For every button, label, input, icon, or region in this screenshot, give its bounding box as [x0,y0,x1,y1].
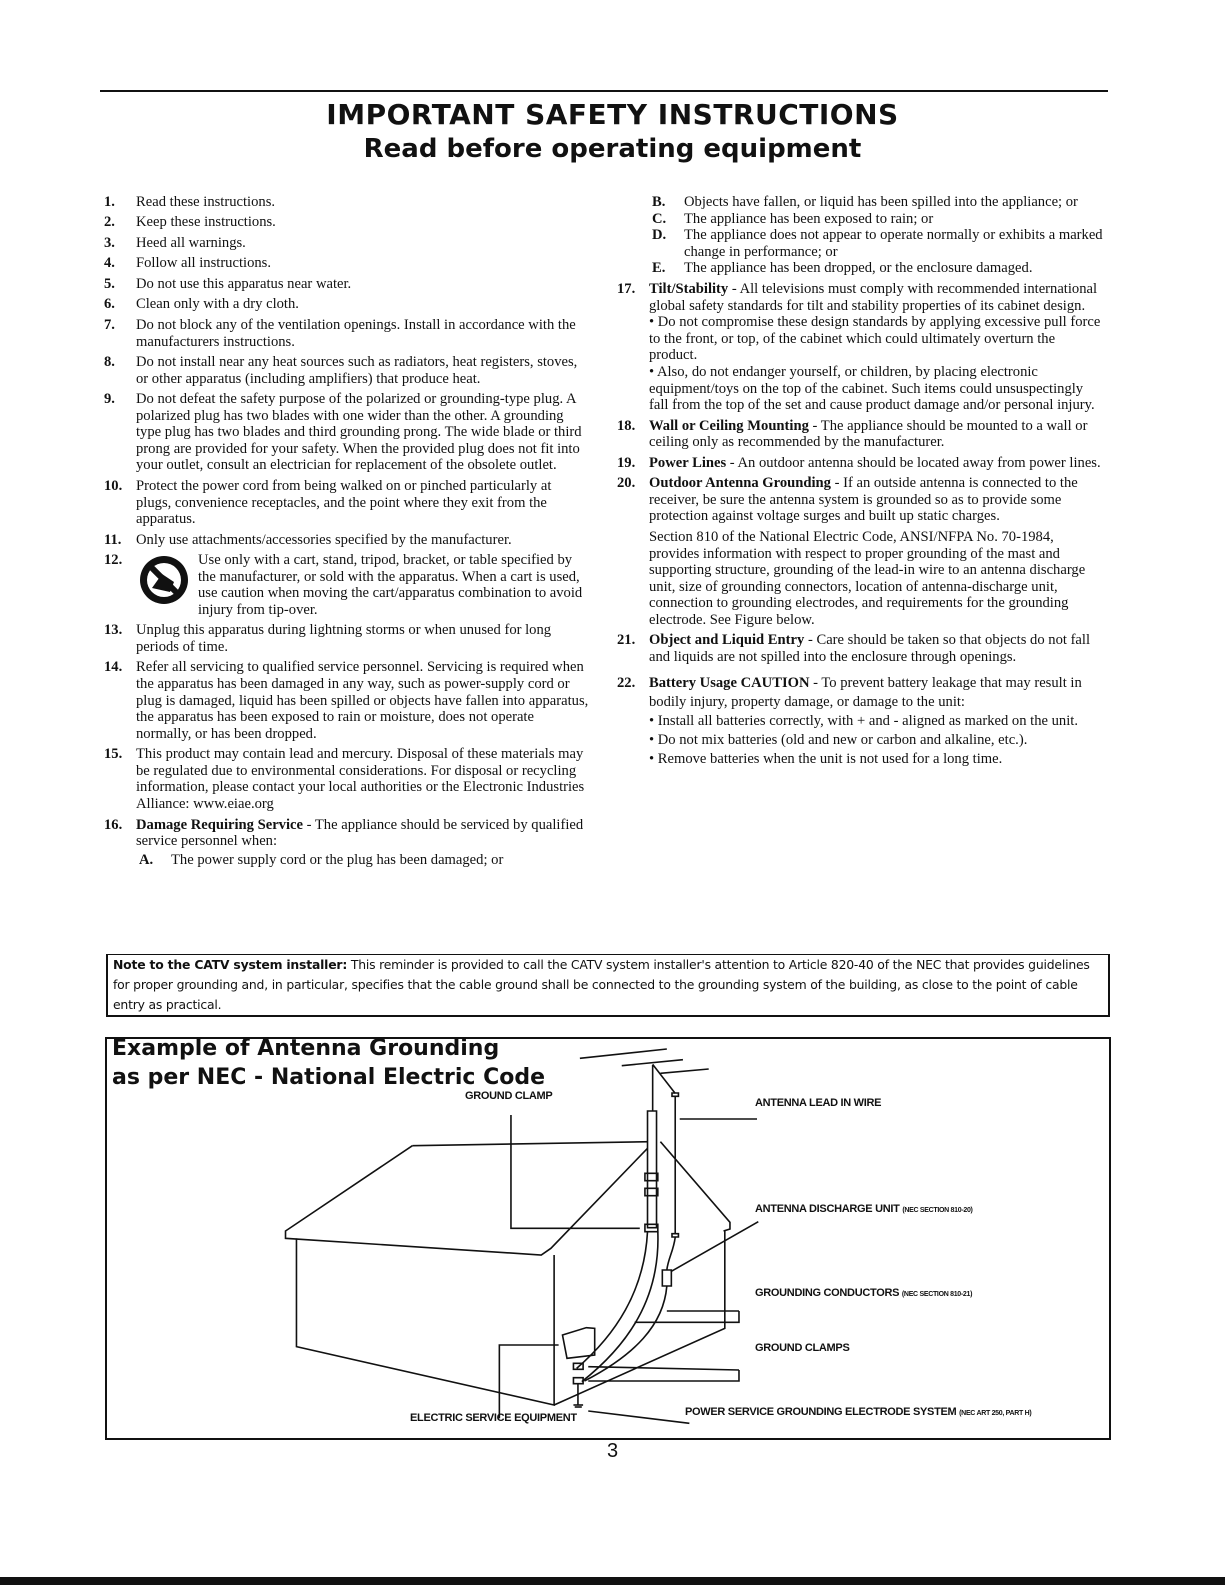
label-ground-clamp: GROUND CLAMP [465,1090,553,1102]
no-cart-tipover-icon [136,552,192,613]
house-drawing [286,1142,730,1405]
item-1: 1. Read these instructions. [104,194,276,210]
item-5: 5. Do not use this apparatus near water. [104,275,352,292]
sub-item-b: B. Objects have fallen, or liquid has been spilled into the appliance; or [652,194,1078,210]
item-8: 8. Do not install near any heat sources such as radiators, heat registers, stoves, or other apparatus (including amplifiers) that produce heat. [104,353,578,387]
item-7: 7. Do not block any of the ventilation openings. Install in accordance with the manufacturers instructions. [104,316,576,350]
label-grounding-electrode-system: POWER SERVICE GROUNDING ELECTRODE SYSTEM (NEC ART 250, PART H) [685,1406,1032,1418]
sub-item-d: D. The appliance does not appear to operate normally or exhibits a marked change in performance; or [652,227,1103,260]
item-19: 19. Power Lines - An outdoor antenna should be located away from power lines. [617,454,1101,471]
label-grounding-conductors: GROUNDING CONDUCTORS (NEC SECTION 810-21) [755,1287,973,1299]
scan-edge [0,1577,1225,1585]
label-antenna-lead-in-wire: ANTENNA LEAD IN WIRE [755,1097,882,1109]
item-13: 13. Unplug this apparatus during lightning storms or when unused for long periods of time. [104,622,552,655]
item-11: 11. Only use attachments/accessories specified by the manufacturer. [104,531,512,548]
item-9: 9. Do not defeat the safety purpose of the polarized or grounding-type plug. A polarized plug has two blades with one wider than the other. A grounding type plug has two blades and third grounding prong. The wide blade or third prong are provided for your safety. When the provided plug does not fit into your outlet, consult an electrician for replacement of the obsolete outlet. [104,391,582,474]
antenna-mast [577,1049,709,1382]
page-number: 3 [606,1440,619,1462]
item-22: 22. Battery Usage CAUTION - To prevent battery leakage that may result in bodily injury, property damage, or damage to the unit: • Install all batteries correctly, with + and - aligned as marked on the unit. • Do not mix batteries (old and new or carbon and alkaline, etc.). • Remove batteries when the unit is not used for a long time. [617,674,1082,767]
top-rule [100,90,1108,92]
sub-item-e: E. The appliance has been dropped, or the enclosure damaged. [652,260,1033,277]
sub-item-a: A. The power supply cord or the plug has been damaged; or [139,851,504,868]
item-16: 16. Damage Requiring Service - The appliance should be serviced by qualified service personnel when: [104,816,584,850]
item-21: 21. Object and Liquid Entry - Care should be taken so that objects do not fall and liquids are not spilled into the enclosure through openings. [617,632,1091,665]
catv-note: Note to the CATV system installer: This reminder is provided to call the CATV system installer's attention to Article 820-40 of the NEC that provides guidelines for proper grounding and, in particular, specifies that the cable ground shall be connected to the grounding system of the building, as close to the point of cable entry as practical. [106,954,1110,1017]
item-4: 4. Follow all instructions. [104,255,271,272]
antenna-grounding-diagram [100,1025,1110,1445]
item-10: 10. Protect the power cord from being walked on or pinched particularly at plugs, convenience receptacles, and the point where they exit from the apparatus. [104,477,552,528]
item-3: 3. Heed all warnings. [104,234,246,251]
item-2: 2. Keep these instructions. [104,214,276,231]
label-ground-clamps: GROUND CLAMPS [755,1342,850,1354]
lead-in-wire [584,1093,678,1381]
item-20: 20. Outdoor Antenna Grounding - If an outside antenna is connected to the receiver, be sure the antenna system is grounded so as to provide some protection against voltage surges and built up static charges. Section 810 of the National Electric Code, ANSI/NFPA No. 70-1984, provides information with respect to proper grounding of the mast and supporting structure, grounding of the lead-in wire to an antenna discharge unit, size of grounding connectors, location of antenna-discharge unit, connection to grounding electrodes, and requirements for the grounding electrode. See Figure below. [617,475,1086,628]
page-subtitle: Read before operating equipment [363,134,862,164]
item-6: 6. Clean only with a dry cloth. [104,296,299,313]
callout-lines [499,1115,758,1423]
item-15: 15. This product may contain lead and mercury. Disposal of these materials may be regulated due to environmental considerations. For disposal or recycling information, please contact your local authorities or the Electronic Industries Alliance: www.eiae.org [104,746,585,813]
left-column [104,194,590,868]
item-17: 17. Tilt/Stability - All televisions must comply with recommended international global safety standards for tilt and stability properties of its cabinet design. • Do not compromise these design standards by applying excessive pull force to the front, or top, of the cabinet which could ultimately overturn the product. • Also, do not endanger yourself, or children, by placing electronic equipment/toys on the top of the cabinet. Such items could unsuspectingly fall from the top of the set and cause product damage and/or personal injury. [617,280,1101,414]
item-12: 12. Use only with a cart, stand, tripod, bracket, or table specified by the manufacturer, or sold with the apparatus. When a cart is used, use caution when moving the cart/apparatus combination to avoid injury from tip-over. [104,552,583,618]
item-14: 14. Refer all servicing to qualified service personnel. Servicing is required when the apparatus has been damaged in any way, such as power-supply cord or plug is damaged, liquid has been spilled or objects have fallen into apparatus, the apparatus has been exposed to rain or moisture, does not operate normally, or has been dropped. [104,659,589,742]
label-electric-service-equipment: ELECTRIC SERVICE EQUIPMENT [410,1412,577,1424]
figure-title: Example of Antenna Grounding as per NEC - National Electric Code [112,1036,546,1090]
label-antenna-discharge-unit: ANTENNA DISCHARGE UNIT (NEC SECTION 810-20) [755,1203,973,1215]
right-column [617,194,1103,772]
sub-item-c: C. The appliance has been exposed to rain; or [652,210,934,227]
item-18: 18. Wall or Ceiling Mounting - The appliance should be mounted to a wall or ceiling only as recommended by the manufacturer. [617,417,1088,451]
page-title: IMPORTANT SAFETY INSTRUCTIONS [326,98,899,131]
